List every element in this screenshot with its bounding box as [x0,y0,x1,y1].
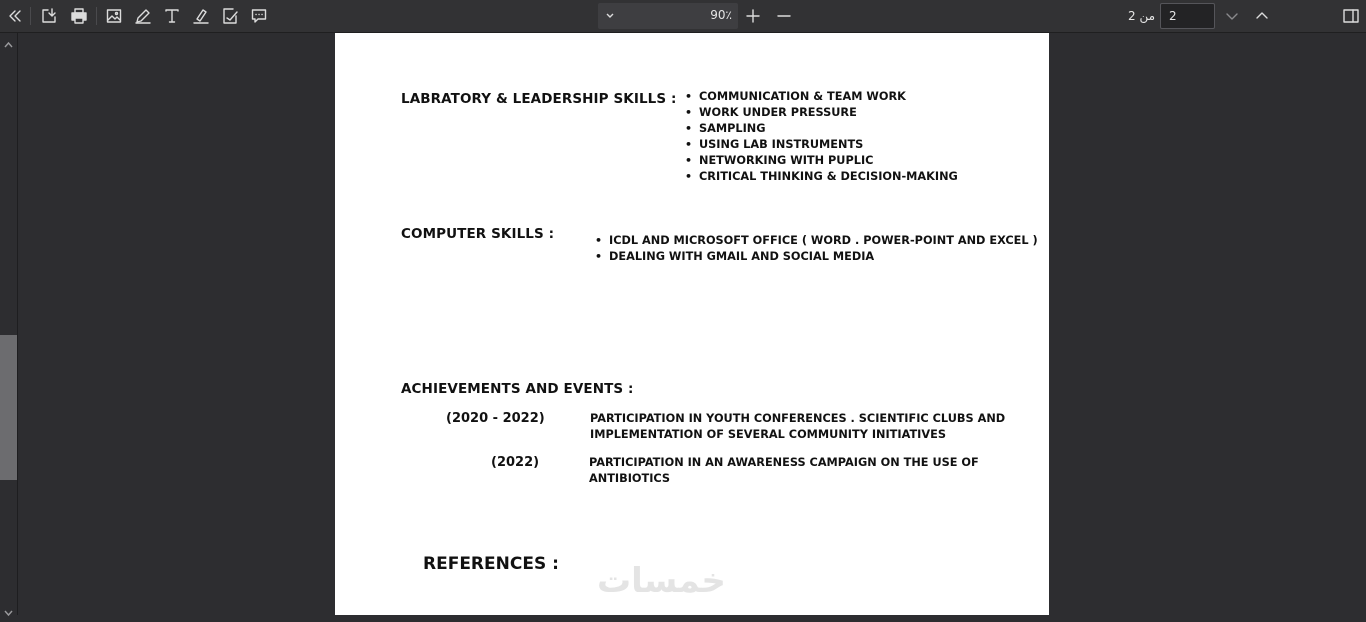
page-count-label: من 2 [1128,9,1156,23]
computer-skills-heading: COMPUTER SKILLS : [401,226,555,242]
plus-icon[interactable] [743,6,763,26]
save-icon[interactable] [39,6,59,26]
divider [17,33,18,615]
list-item: • ICDL AND MICROSOFT OFFICE ( WORD . POWER-POINT AND EXCEL ) [595,233,1038,249]
sign-icon[interactable] [220,6,240,26]
achievement-year: (2020 - 2022) [446,411,545,426]
zoom-control[interactable] [598,3,738,29]
list-item: • WORK UNDER PRESSURE [685,105,958,121]
scroll-up-icon[interactable] [3,35,14,45]
achievement-line: ANTIBIOTICS [589,472,671,485]
list-item: • CRITICAL THINKING & DECISION-MAKING [685,169,958,185]
sidebar-icon[interactable] [1341,6,1361,26]
toolbar-divider [96,7,97,25]
chevron-down-icon[interactable] [1222,6,1242,26]
page-number-input[interactable] [1160,3,1215,29]
references-heading: REFERENCES : [423,554,559,574]
print-icon[interactable] [69,6,89,26]
achievement-description [589,455,979,487]
toolbar-divider [30,7,31,25]
achievement-line: PARTICIPATION IN YOUTH CONFERENCES . SCIENTIFIC CLUBS AND [590,412,1006,425]
achievements-heading: ACHIEVEMENTS AND EVENTS : [401,381,634,397]
lab-skills-list [685,89,958,185]
list-item: • COMMUNICATION & TEAM WORK [685,89,958,105]
document-page [335,33,1049,615]
chevron-up-icon[interactable] [1252,6,1272,26]
vertical-scrollbar[interactable] [0,33,17,615]
achievement-line: PARTICIPATION IN AN AWARENESS CAMPAIGN ON THE USE OF [589,456,979,469]
highlight-icon[interactable] [191,6,211,26]
double-chevron-left-icon[interactable] [5,6,25,26]
achievement-description [590,411,1005,443]
text-icon[interactable] [162,6,182,26]
zoom-value[interactable]: 90٪ [710,8,732,22]
image-icon[interactable] [104,6,124,26]
watermark: خمسات [597,561,726,601]
list-item: • SAMPLING [685,121,958,137]
list-item: • DEALING WITH GMAIL AND SOCIAL MEDIA [595,249,1038,265]
minus-icon[interactable] [774,6,794,26]
scroll-down-icon[interactable] [3,603,14,613]
scrollbar-thumb[interactable] [0,335,17,480]
chevron-down-icon[interactable] [600,6,620,26]
viewer-toolbar [0,0,1366,33]
achievement-year: (2022) [491,455,540,470]
comment-icon[interactable] [249,6,269,26]
computer-skills-list [595,233,1038,265]
list-item: • USING LAB INSTRUMENTS [685,137,958,153]
list-item: • NETWORKING WITH PUPLIC [685,153,958,169]
achievement-line: IMPLEMENTATION OF SEVERAL COMMUNITY INITIATIVES [590,428,946,441]
lab-skills-heading: LABRATORY & LEADERSHIP SKILLS : [401,91,677,107]
draw-icon[interactable] [133,6,153,26]
